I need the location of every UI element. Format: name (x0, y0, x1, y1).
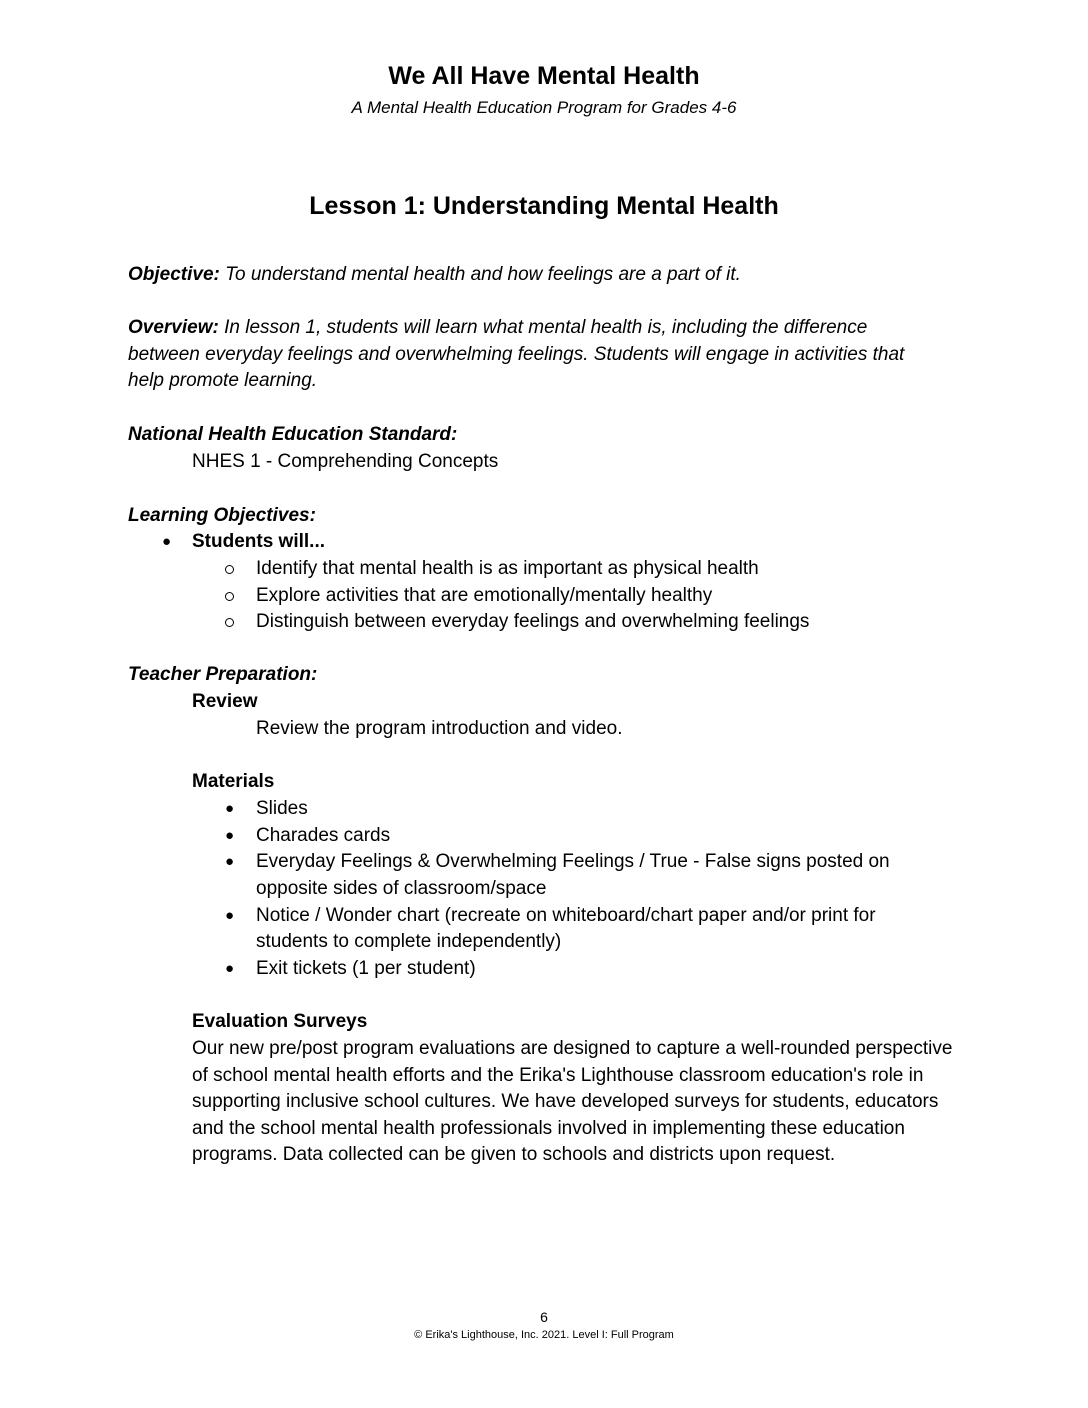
objective-text: To understand mental health and how feelings are a part of it. (219, 264, 741, 285)
learning-objectives-label: Learning Objectives: (128, 505, 316, 526)
overview-label: Overview: (128, 317, 219, 338)
bullet-icon: ● (162, 533, 172, 550)
page-number: 6 (540, 1309, 548, 1325)
standard-value: NHES 1 - Comprehending Concepts (192, 451, 499, 472)
material-item: Charades cards (256, 825, 391, 846)
objective-paragraph (128, 262, 928, 289)
bullet-icon: ● (225, 960, 235, 977)
document-subtitle: A Mental Health Education Program for Grades 4-6 (351, 98, 737, 117)
footer-copyright: © Erika's Lighthouse, Inc. 2021. Level I: Full Program (414, 1329, 674, 1341)
bullet-icon: ● (225, 827, 235, 844)
material-item: Everyday Feelings & Overwhelming Feelings / True - False signs posted on (256, 851, 890, 872)
teacher-prep-label: Teacher Preparation: (128, 664, 318, 685)
standard-label: National Health Education Standard: (128, 424, 458, 445)
material-item-continued: opposite sides of classroom/space (256, 878, 547, 899)
material-item: Exit tickets (1 per student) (256, 958, 476, 979)
objective-label: Objective: (128, 264, 220, 285)
material-item: Slides (256, 798, 308, 819)
objective-item: Explore activities that are emotionally/mentally healthy (256, 585, 713, 606)
circle-bullet-icon (225, 618, 234, 627)
document-title: We All Have Mental Health (388, 62, 700, 90)
materials-heading: Materials (192, 771, 275, 792)
circle-bullet-icon (225, 565, 234, 574)
bullet-icon: ● (225, 907, 235, 924)
bullet-icon: ● (225, 853, 235, 870)
review-text: Review the program introduction and video. (256, 718, 623, 739)
lesson-title: Lesson 1: Understanding Mental Health (309, 192, 779, 220)
material-item-continued: students to complete independently) (256, 931, 562, 952)
review-heading: Review (192, 691, 258, 712)
students-will-label: Students will... (192, 531, 326, 552)
material-item: Notice / Wonder chart (recreate on whiteboard/chart paper and/or print for (256, 905, 876, 926)
objective-item: Distinguish between everyday feelings and overwhelming feelings (256, 611, 810, 632)
overview-text: In lesson 1, students will learn what mental health is, including the difference between everyday feelings and overwhelming feelings. Students will engage in activities that help promote learning. (128, 317, 905, 392)
overview-paragraph (128, 315, 933, 395)
objective-item: Identify that mental health is as important as physical health (256, 558, 759, 579)
bullet-icon: ● (225, 800, 235, 817)
circle-bullet-icon (225, 592, 234, 601)
evaluation-heading: Evaluation Surveys (192, 1011, 368, 1032)
evaluation-text: Our new pre/post program evaluations are designed to capture a well-rounded perspective of school mental health efforts and the Erika's Lighthouse classroom education's role in supporting inclusive school cultures. We have developed surveys for students, educators and the school mental health professionals involved in implementing these education programs. Data collected can be given to schools and districts upon request. (192, 1038, 953, 1166)
